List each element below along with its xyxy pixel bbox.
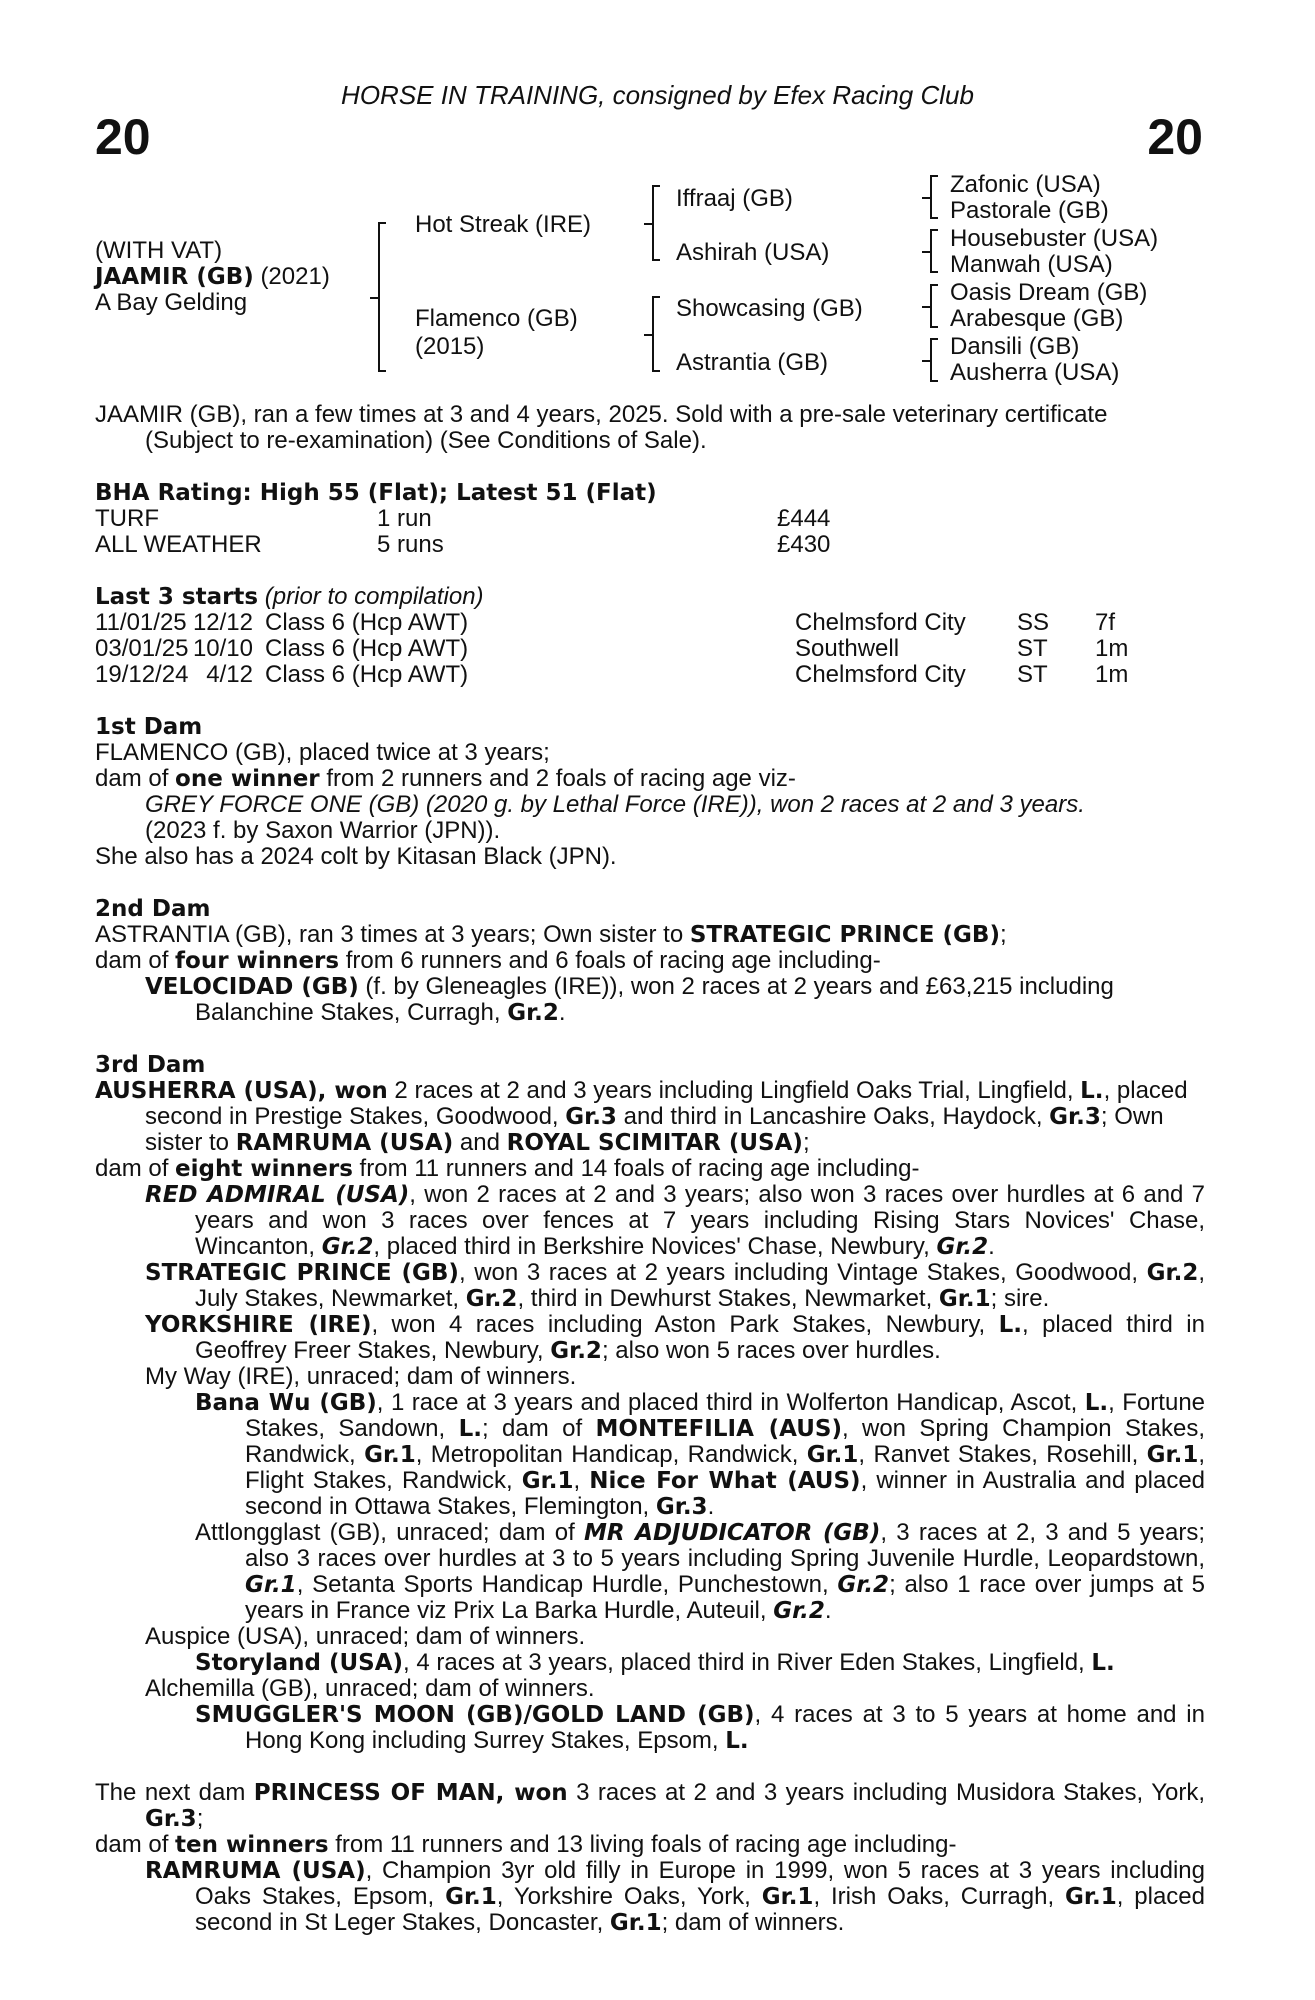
lot-number-right: 20 [1147, 109, 1203, 165]
grandson-smugglers-moon: SMUGGLER'S MOON (GB)/GOLD LAND (GB), 4 races at 3 to 5 years at home and in Hong Kong including Surrey Stakes, Epsom, L. [195, 1701, 1205, 1754]
bha-rating: BHA Rating: High 55 (Flat); Latest 51 (Flat) [95, 480, 657, 506]
third-dam-foal-alchemilla: Alchemilla (GB), unraced; dam of winners. [145, 1675, 595, 1702]
third-dam-foal-auspice: Auspice (USA), unraced; dam of winners. [145, 1623, 586, 1650]
great-granddam-3: Arabesque (GB) [950, 305, 1124, 332]
brace-sire [652, 185, 654, 261]
brace-g2 [930, 229, 932, 273]
intro-line-2: (Subject to re-examination) (See Conditions of Sale). [145, 427, 707, 454]
horse-name-line [95, 264, 330, 290]
next-dam-foal-ramruma: RAMRUMA (USA), Champion 3yr old filly in Europe in 1999, won 5 races at 3 years including Oaks Stakes, Epsom, Gr.1, Yorkshire Oaks, York, Gr.1, Irish Oaks, Curragh, Gr.1, placed second in St Leger Stakes, Doncaster, Gr.1; dam of winners. [145, 1857, 1205, 1936]
brace-g4 [930, 338, 932, 382]
great-grandsire-4: Dansili (GB) [950, 333, 1080, 360]
second-dam-heading: 2nd Dam [95, 896, 211, 922]
dam: Flamenco (GB) [415, 305, 578, 332]
first-dam-foal-1: GREY FORCE ONE (GB) (2020 g. by Lethal Force (IRE)), won 2 races at 2 and 3 years. [145, 791, 1085, 818]
next-dam-produce: dam of ten winners from 11 runners and 13 living foals of racing age including- [95, 1831, 957, 1858]
first-dam-note: She also has a 2024 colt by Kitasan Black (JPN). [95, 843, 617, 870]
rating-row-turf: TURF 1 run £444 [95, 505, 831, 532]
great-grandsire-3: Oasis Dream (GB) [950, 279, 1148, 306]
first-dam-line: FLAMENCO (GB), placed twice at 3 years; [95, 739, 550, 766]
intro-line-1: JAAMIR (GB), ran a few times at 3 and 4 years, 2025. Sold with a pre-sale veterinary certificate [95, 401, 1108, 428]
first-dam-foal-2: (2023 f. by Saxon Warrior (JPN)). [145, 817, 501, 844]
brace-dam [652, 296, 654, 372]
second-dam-line: ASTRANTIA (GB), ran 3 times at 3 years; Own sister to STRATEGIC PRINCE (GB); [95, 921, 1007, 948]
horse-description: A Bay Gelding [95, 289, 248, 316]
lot-number-left: 20 [95, 109, 151, 165]
dam-sire: Showcasing (GB) [676, 295, 863, 322]
sire-dam: Ashirah (USA) [676, 239, 830, 266]
vat-label: (WITH VAT) [95, 237, 223, 264]
sire: Hot Streak (IRE) [415, 211, 592, 238]
brace-g1 [930, 175, 932, 219]
third-dam-heading: 3rd Dam [95, 1052, 206, 1078]
next-dam-line: The next dam PRINCESS OF MAN, won 3 races at 2 and 3 years including Musidora Stakes, York, Gr.3; [95, 1779, 1206, 1832]
sire-sire: Iffraaj (GB) [676, 185, 793, 212]
great-granddam-2: Manwah (USA) [950, 251, 1113, 278]
second-dam-produce: dam of four winners from 6 runners and 6 foals of racing age including- [95, 947, 881, 974]
great-granddam-1: Pastorale (GB) [950, 197, 1109, 224]
horse-name: JAAMIR (GB) [95, 264, 254, 290]
great-granddam-4: Ausherra (USA) [950, 359, 1120, 386]
first-dam-heading: 1st Dam [95, 714, 203, 740]
brace-horse [378, 222, 380, 372]
third-dam-foal-my-way: My Way (IRE), unraced; dam of winners. [145, 1363, 577, 1390]
catalogue-header: HORSE IN TRAINING, consigned by Efex Racing Club [341, 80, 974, 110]
third-dam-line: AUSHERRA (USA), won 2 races at 2 and 3 years including Lingfield Oaks Trial, Lingfield, L., placed second in Prestige Stakes, Goodwood, Gr.3 and third in Lancashire Oaks, Haydock, Gr.3; Own sister to RAMRUMA (USA) and ROYAL SCIMITAR (USA); [95, 1077, 1188, 1156]
granddaughter-storyland: Storyland (USA), 4 races at 3 years, placed third in River Eden Stakes, Lingfield, L. [195, 1649, 1115, 1676]
great-grandsire-2: Housebuster (USA) [950, 225, 1159, 252]
last-starts-heading: Last 3 starts (prior to compilation) [95, 583, 484, 610]
first-dam-produce: dam of one winner from 2 runners and 2 foals of racing age viz- [95, 765, 796, 792]
dam-dam: Astrantia (GB) [676, 349, 829, 376]
third-dam-foal-strategic-prince: STRATEGIC PRINCE (GB), won 3 races at 2 years including Vintage Stakes, Goodwood, Gr.2, July Stakes, Newmarket, Gr.2, third in Dewhurst Stakes, Newmarket, Gr.1; sire. [145, 1259, 1206, 1312]
horse-year: (2021) [260, 263, 330, 290]
second-dam-foal: VELOCIDAD (GB) (f. by Gleneagles (IRE)), won 2 races at 2 years and £63,215 including Balanchine Stakes, Curragh, Gr.2. [145, 973, 1114, 1026]
great-grandsire-1: Zafonic (USA) [950, 171, 1101, 198]
third-dam-foal-yorkshire: YORKSHIRE (IRE), won 4 races including Aston Park Stakes, Newbury, L., placed third in Geoffrey Freer Stakes, Newbury, Gr.2; also won 5 races over hurdles. [145, 1311, 1205, 1364]
granddaughter-attlongglast: Attlongglast (GB), unraced; dam of MR ADJUDICATOR (GB), 3 races at 2, 3 and 5 years; also 3 races over hurdles at 3 to 5 years including Spring Juvenile Hurdle, Leopardstown, Gr.1, Setanta Sports Handicap Hurdle, Punchestown, Gr.2; also 1 race over jumps at 5 years in France viz Prix La Barka Hurdle, Auteuil, Gr.2. [195, 1519, 1205, 1624]
granddaughter-bana-wu: Bana Wu (GB), 1 race at 3 years and placed third in Wolferton Handicap, Ascot, L., Fortune Stakes, Sandown, L.; dam of MONTEFILIA (AUS), won Spring Champion Stakes, Randwick, Gr.1, Metropolitan Handicap, Randwick, Gr.1, Ranvet Stakes, Rosehill, Gr.1, Flight Stakes, Randwick, Gr.1, Nice For What (AUS), winner in Australia and placed second in Ottawa Stakes, Flemington, Gr.3. [195, 1389, 1206, 1520]
catalogue-body [95, 402, 1205, 1936]
third-dam-foal-red-admiral: RED ADMIRAL (USA), won 2 races at 2 and 3 years; also won 3 races over hurdles at 6 and 7 years and won 3 races over fences at 7 years including Rising Stars Novices' Chase, Wincanton, Gr.2, placed third in Berkshire Novices' Chase, Newbury, Gr.2. [145, 1181, 1205, 1260]
third-dam-produce: dam of eight winners from 11 runners and 14 foals of racing age including- [95, 1155, 920, 1182]
dam-year: (2015) [415, 333, 485, 360]
brace-g3 [930, 284, 932, 328]
start-row: 19/12/24 4/12 Class 6 (Hcp AWT) Chelmsford City ST 1m [95, 661, 1129, 688]
rating-row-aw: ALL WEATHER 5 runs £430 [95, 531, 831, 558]
start-row: 11/01/25 12/12 Class 6 (Hcp AWT) Chelmsford City SS 7f [95, 609, 1116, 636]
start-row: 03/01/25 10/10 Class 6 (Hcp AWT) Southwell ST 1m [95, 635, 1129, 662]
